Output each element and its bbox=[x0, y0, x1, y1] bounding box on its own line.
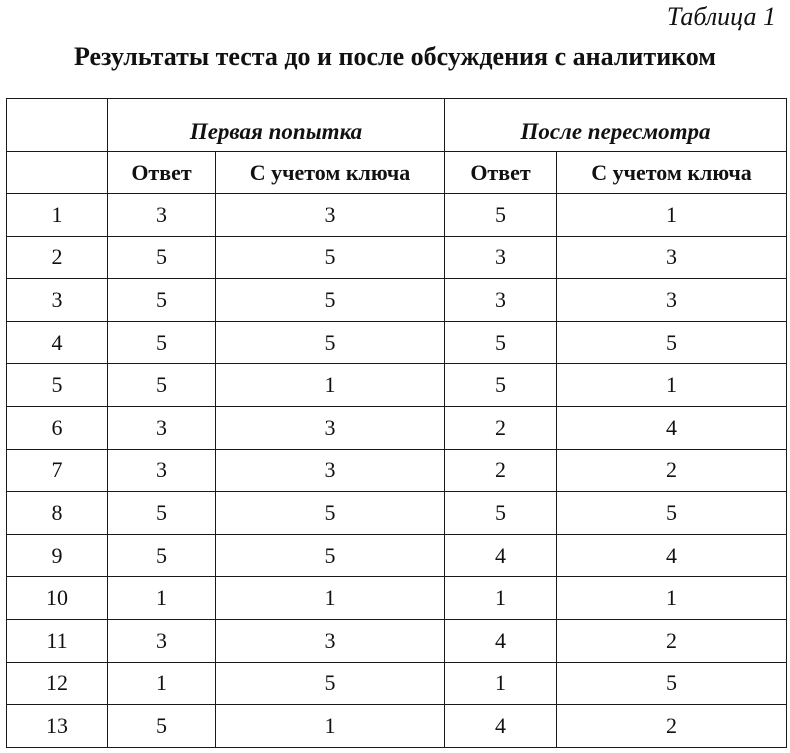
key-review-cell: 3 bbox=[557, 279, 787, 322]
answer-review-cell: 5 bbox=[445, 194, 557, 237]
key-review-cell: 1 bbox=[557, 364, 787, 407]
answer-first-cell: 3 bbox=[108, 619, 216, 662]
key-review-cell: 3 bbox=[557, 236, 787, 279]
row-number-cell: 8 bbox=[7, 492, 108, 535]
answer-first-cell: 5 bbox=[108, 321, 216, 364]
answer-first-cell: 1 bbox=[108, 577, 216, 620]
key-first-cell: 1 bbox=[216, 577, 445, 620]
table-row bbox=[7, 534, 787, 577]
key-first-cell: 5 bbox=[216, 492, 445, 535]
key-review-cell: 5 bbox=[557, 662, 787, 705]
row-number-cell: 12 bbox=[7, 662, 108, 705]
row-number-cell: 4 bbox=[7, 321, 108, 364]
table-title: Результаты теста до и после обсуждения с аналитиком bbox=[73, 42, 717, 71]
answer-review-cell: 2 bbox=[445, 449, 557, 492]
key-first-cell: 1 bbox=[216, 705, 445, 748]
table-row bbox=[7, 406, 787, 449]
row-number-header-cell bbox=[7, 152, 108, 194]
answer-first-cell: 5 bbox=[108, 534, 216, 577]
answer-review-cell: 2 bbox=[445, 406, 557, 449]
key-first-cell: 5 bbox=[216, 321, 445, 364]
table-row bbox=[7, 492, 787, 535]
answer-review-cell: 3 bbox=[445, 279, 557, 322]
table-row bbox=[7, 577, 787, 620]
answer-review-cell: 4 bbox=[445, 534, 557, 577]
row-number-cell: 2 bbox=[7, 236, 108, 279]
key-review-cell: 5 bbox=[557, 321, 787, 364]
table-row bbox=[7, 662, 787, 705]
answer-review-cell: 1 bbox=[445, 662, 557, 705]
key-review-cell: 2 bbox=[557, 705, 787, 748]
row-number-cell: 5 bbox=[7, 364, 108, 407]
key-review-cell: 4 bbox=[557, 406, 787, 449]
answer-first-cell: 1 bbox=[108, 662, 216, 705]
column-header-answer-review: Ответ bbox=[445, 152, 557, 194]
answer-review-cell: 5 bbox=[445, 364, 557, 407]
key-first-cell: 3 bbox=[216, 449, 445, 492]
row-number-cell: 11 bbox=[7, 619, 108, 662]
answer-first-cell: 3 bbox=[108, 194, 216, 237]
row-number-cell: 1 bbox=[7, 194, 108, 237]
key-first-cell: 3 bbox=[216, 194, 445, 237]
results-table bbox=[6, 98, 787, 748]
table-row bbox=[7, 321, 787, 364]
table-row bbox=[7, 236, 787, 279]
key-review-cell: 2 bbox=[557, 449, 787, 492]
answer-first-cell: 3 bbox=[108, 449, 216, 492]
key-first-cell: 5 bbox=[216, 662, 445, 705]
row-number-cell: 3 bbox=[7, 279, 108, 322]
answer-first-cell: 5 bbox=[108, 279, 216, 322]
table-body bbox=[7, 194, 787, 748]
key-first-cell: 3 bbox=[216, 406, 445, 449]
row-number-cell: 6 bbox=[7, 406, 108, 449]
key-review-cell: 1 bbox=[557, 577, 787, 620]
answer-review-cell: 5 bbox=[445, 492, 557, 535]
row-number-cell: 13 bbox=[7, 705, 108, 748]
key-first-cell: 5 bbox=[216, 534, 445, 577]
group-header-row bbox=[7, 99, 787, 152]
key-review-cell: 5 bbox=[557, 492, 787, 535]
key-review-cell: 4 bbox=[557, 534, 787, 577]
table-row bbox=[7, 449, 787, 492]
column-header-key-review: С учетом ключа bbox=[557, 152, 787, 194]
answer-review-cell: 3 bbox=[445, 236, 557, 279]
table-row bbox=[7, 279, 787, 322]
key-first-cell: 5 bbox=[216, 236, 445, 279]
key-first-cell: 1 bbox=[216, 364, 445, 407]
subheader-row bbox=[7, 152, 787, 194]
group-header-first-attempt: Первая попытка bbox=[108, 99, 445, 152]
answer-first-cell: 3 bbox=[108, 406, 216, 449]
answer-first-cell: 5 bbox=[108, 236, 216, 279]
row-number-cell: 10 bbox=[7, 577, 108, 620]
row-number-cell: 9 bbox=[7, 534, 108, 577]
answer-first-cell: 5 bbox=[108, 364, 216, 407]
key-review-cell: 1 bbox=[557, 194, 787, 237]
table-row bbox=[7, 705, 787, 748]
corner-cell bbox=[7, 99, 108, 152]
row-number-cell: 7 bbox=[7, 449, 108, 492]
column-header-answer-first: Ответ bbox=[108, 152, 216, 194]
table-row bbox=[7, 194, 787, 237]
answer-review-cell: 4 bbox=[445, 619, 557, 662]
answer-review-cell: 4 bbox=[445, 705, 557, 748]
table-row bbox=[7, 619, 787, 662]
table-row bbox=[7, 364, 787, 407]
key-first-cell: 5 bbox=[216, 279, 445, 322]
group-header-after-review: После пересмотра bbox=[445, 99, 787, 152]
answer-first-cell: 5 bbox=[108, 705, 216, 748]
answer-first-cell: 5 bbox=[108, 492, 216, 535]
key-review-cell: 2 bbox=[557, 619, 787, 662]
table-number-label: Таблица 1 bbox=[666, 2, 776, 31]
answer-review-cell: 1 bbox=[445, 577, 557, 620]
key-first-cell: 3 bbox=[216, 619, 445, 662]
column-header-key-first: С учетом ключа bbox=[216, 152, 445, 194]
answer-review-cell: 5 bbox=[445, 321, 557, 364]
